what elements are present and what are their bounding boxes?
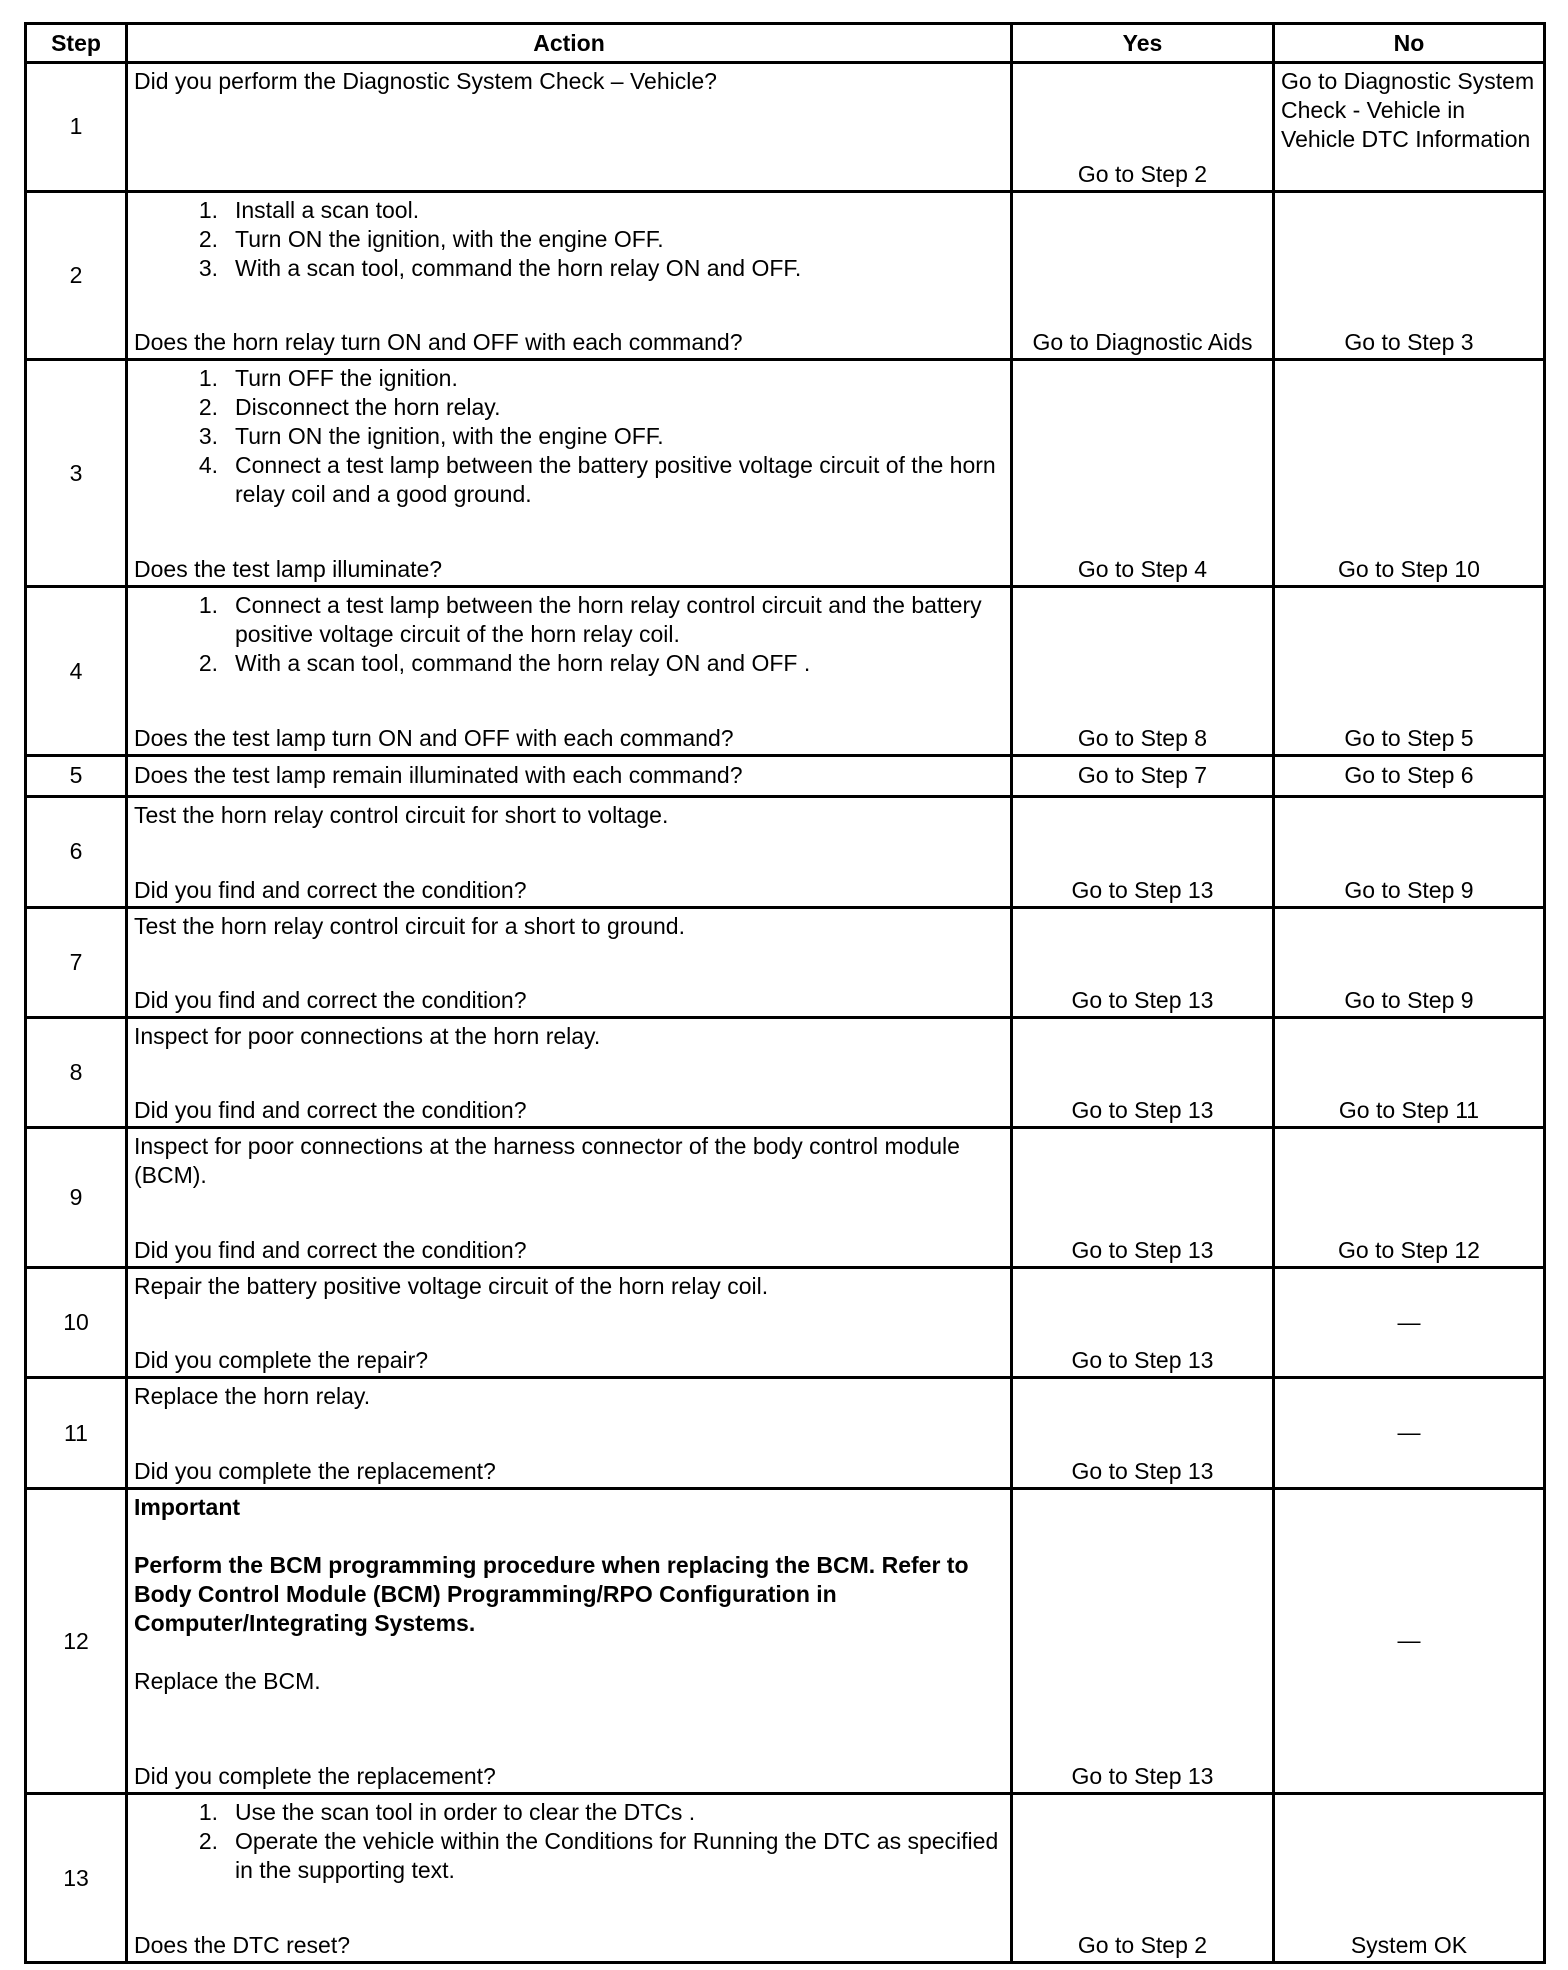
action-intro: Inspect for poor connections at the horn relay.: [134, 1022, 601, 1049]
no-cell[interactable]: Go to Step 12: [1274, 1128, 1545, 1268]
step-number: 8: [26, 1017, 127, 1127]
step-number: 11: [26, 1378, 127, 1488]
step-number: 1: [26, 63, 127, 192]
action-intro: Inspect for poor connections at the harness connector of the body control module (BCM).: [134, 1133, 960, 1189]
action-cell: [127, 797, 1012, 907]
action-intro: Test the horn relay control circuit for short to voltage.: [134, 802, 669, 829]
header-step: Step: [26, 24, 127, 63]
no-cell: —: [1274, 1268, 1545, 1378]
step-number: 6: [26, 797, 127, 907]
action-question: Does the test lamp illuminate?: [134, 556, 443, 583]
step-number: 13: [26, 1794, 127, 1963]
no-cell[interactable]: Go to Diagnostic System Check - Vehicle in Vehicle DTC Information: [1274, 63, 1545, 192]
table-row: [26, 360, 1545, 587]
list-item: 1. Install a scan tool.: [198, 196, 420, 223]
step-number: 7: [26, 907, 127, 1017]
table-row: [26, 1268, 1545, 1378]
yes-cell[interactable]: Go to Step 2: [1012, 63, 1274, 192]
table-row: [26, 587, 1545, 756]
yes-cell[interactable]: Go to Step 13: [1012, 1268, 1274, 1378]
step-number: 3: [26, 360, 127, 587]
action-question: Did you find and correct the condition?: [134, 986, 527, 1013]
action-question: Did you complete the repair?: [134, 1347, 429, 1374]
table-row: [26, 1378, 1545, 1488]
list-item: 2. Disconnect the horn relay.: [198, 394, 501, 421]
action-question: Did you find and correct the condition?: [134, 876, 527, 903]
header-row: [26, 24, 1545, 63]
action-steps: [134, 591, 1004, 678]
no-cell[interactable]: System OK: [1274, 1794, 1545, 1963]
action-cell: [127, 191, 1012, 360]
list-item: 3. With a scan tool, command the horn relay ON and OFF.: [198, 254, 802, 281]
yes-cell[interactable]: Go to Diagnostic Aids: [1012, 191, 1274, 360]
step-number: 12: [26, 1488, 127, 1793]
important-text: Perform the BCM programming procedure when replacing the BCM. Refer to Body Control Module (BCM) Programming/RPO Configuration in Computer/Integrating Systems.: [134, 1551, 969, 1636]
table-row: [26, 191, 1545, 360]
header-yes: Yes: [1012, 24, 1274, 63]
step-number: 2: [26, 191, 127, 360]
action-question: Did you find and correct the condition?: [134, 1237, 527, 1263]
important-title: Important: [134, 1493, 241, 1520]
table-row: [26, 1017, 1545, 1127]
action-intro: Replace the horn relay.: [134, 1383, 371, 1410]
action-question: Does the DTC reset?: [134, 1932, 351, 1958]
table-row: [26, 755, 1545, 796]
action-question: Does the test lamp remain illuminated with each command?: [134, 761, 743, 788]
action-cell: [127, 755, 1012, 796]
action-cell: [127, 1017, 1012, 1127]
action-steps: [134, 364, 1004, 509]
action-steps: [134, 196, 1004, 283]
yes-cell[interactable]: Go to Step 13: [1012, 1128, 1274, 1268]
action-cell: [127, 63, 1012, 192]
action-question: Did you find and correct the condition?: [134, 1097, 527, 1124]
yes-cell[interactable]: Go to Step 2: [1012, 1794, 1274, 1963]
list-item: 2. Operate the vehicle within the Conditions for Running the DTC as specified in the supporting text.: [198, 1828, 999, 1884]
step-number: 4: [26, 587, 127, 756]
yes-cell[interactable]: Go to Step 13: [1012, 907, 1274, 1017]
step-number: 9: [26, 1128, 127, 1268]
action-intro: Test the horn relay control circuit for a short to ground.: [134, 912, 685, 939]
action-intro: Did you perform the Diagnostic System Check – Vehicle?: [134, 68, 717, 94]
no-cell[interactable]: Go to Step 9: [1274, 797, 1545, 907]
action-question: Did you complete the replacement?: [134, 1457, 496, 1484]
yes-cell[interactable]: Go to Step 4: [1012, 360, 1274, 587]
action-cell: [127, 1268, 1012, 1378]
table-row: [26, 797, 1545, 907]
yes-cell[interactable]: Go to Step 13: [1012, 1017, 1274, 1127]
no-cell[interactable]: Go to Step 6: [1274, 755, 1545, 796]
action-question: Did you complete the replacement?: [134, 1763, 496, 1790]
list-item: 3. Turn ON the ignition, with the engine OFF.: [198, 423, 664, 450]
table-row: [26, 63, 1545, 192]
no-cell[interactable]: Go to Step 11: [1274, 1017, 1545, 1127]
table-row: [26, 1128, 1545, 1268]
no-cell[interactable]: Go to Step 9: [1274, 907, 1545, 1017]
list-item: 1. Turn OFF the ignition.: [198, 365, 458, 392]
header-action: Action: [127, 24, 1012, 63]
diagnostic-table: [24, 22, 1546, 1964]
step-number: 5: [26, 755, 127, 796]
action-cell: [127, 907, 1012, 1017]
table-row: [26, 1488, 1545, 1793]
step-number: 10: [26, 1268, 127, 1378]
action-intro: Repair the battery positive voltage circuit of the horn relay coil.: [134, 1273, 769, 1299]
list-item: 1. Connect a test lamp between the horn relay control circuit and the battery positive voltage circuit of the horn relay coil.: [198, 592, 982, 648]
action-cell: [127, 1794, 1012, 1963]
no-cell: —: [1274, 1488, 1545, 1793]
no-cell: —: [1274, 1378, 1545, 1488]
list-item: 4. Connect a test lamp between the battery positive voltage circuit of the horn relay coil and a good ground.: [198, 452, 996, 508]
list-item: 2. With a scan tool, command the horn relay ON and OFF .: [198, 650, 811, 677]
action-cell: [127, 360, 1012, 587]
action-cell: [127, 587, 1012, 756]
yes-cell[interactable]: Go to Step 7: [1012, 755, 1274, 796]
table-row: [26, 907, 1545, 1017]
header-no: No: [1274, 24, 1545, 63]
no-cell[interactable]: Go to Step 10: [1274, 360, 1545, 587]
no-cell[interactable]: Go to Step 5: [1274, 587, 1545, 756]
list-item: 1. Use the scan tool in order to clear the DTCs .: [198, 1799, 696, 1826]
action-question: Does the horn relay turn ON and OFF with each command?: [134, 329, 743, 356]
action-cell: [127, 1488, 1012, 1793]
action-question: Does the test lamp turn ON and OFF with each command?: [134, 724, 734, 751]
action-intro: Replace the BCM.: [134, 1667, 321, 1694]
yes-cell[interactable]: Go to Step 13: [1012, 1488, 1274, 1793]
action-cell: [127, 1378, 1012, 1488]
yes-cell[interactable]: Go to Step 8: [1012, 587, 1274, 756]
yes-cell[interactable]: Go to Step 13: [1012, 797, 1274, 907]
action-steps: [134, 1798, 1004, 1885]
no-cell[interactable]: Go to Step 3: [1274, 191, 1545, 360]
table-row: [26, 1794, 1545, 1963]
list-item: 2. Turn ON the ignition, with the engine OFF.: [198, 225, 664, 252]
action-cell: [127, 1128, 1012, 1268]
yes-cell[interactable]: Go to Step 13: [1012, 1378, 1274, 1488]
